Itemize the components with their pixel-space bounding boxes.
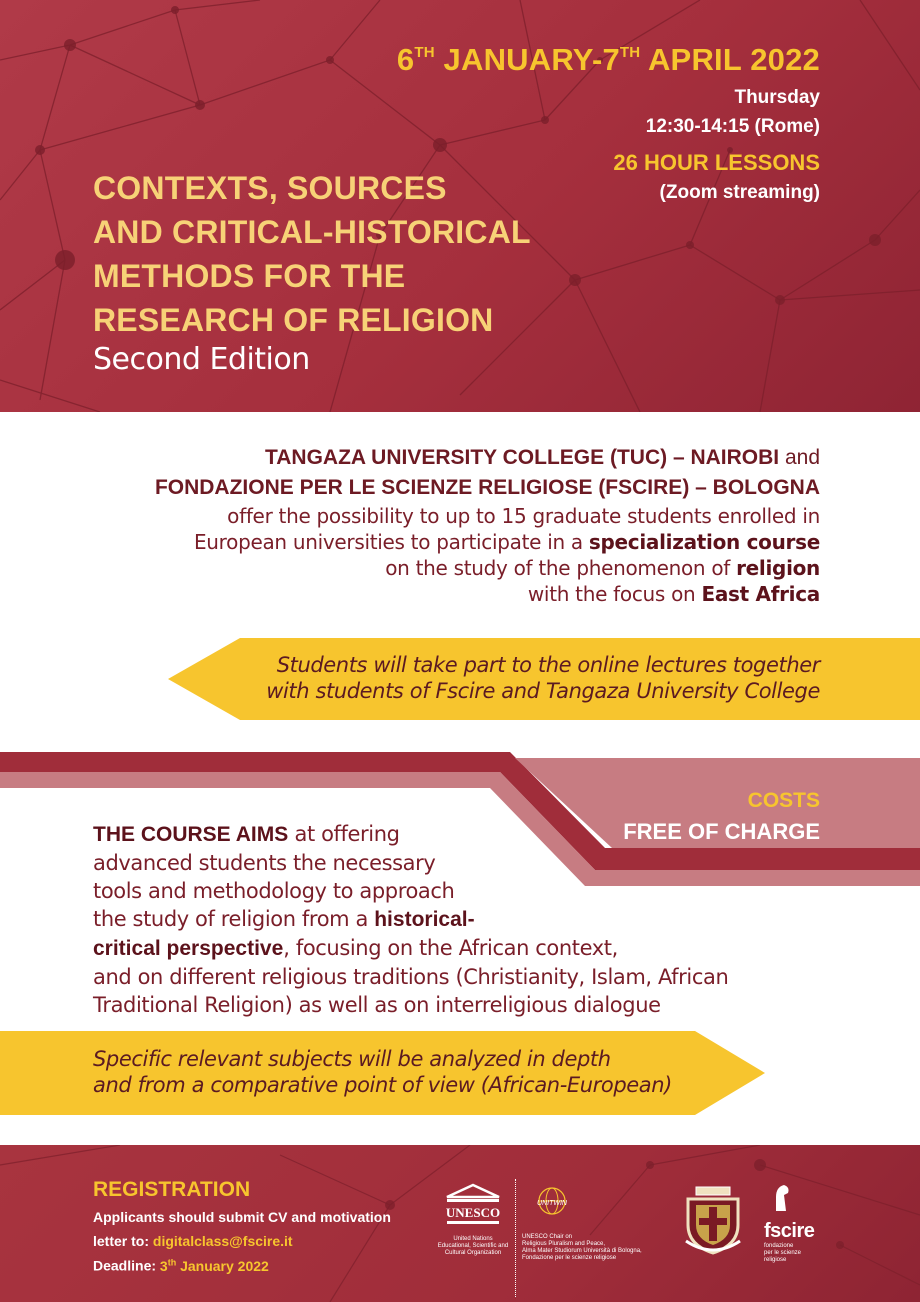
title-line: RESEARCH OF RELIGION	[93, 302, 494, 338]
title-line: AND CRITICAL-HISTORICAL	[93, 214, 531, 250]
costs-label: COSTS	[747, 789, 820, 812]
email-link[interactable]: digitalclass@fscire.it	[152, 1233, 293, 1249]
course-aims: THE COURSE AIMS at offering advanced students the necessary tools and methodology to approach the study of religion from a historical- critical perspective, focusing on the African context, and on different religious traditions (Christianity, Islam, African Traditional Religion) as well as on interreligious dialogue	[93, 822, 729, 1017]
unesco-caption: United Nations Educational, Scientific and Cultural Organization	[437, 1236, 509, 1256]
edition-subtitle: Second Edition	[93, 342, 310, 377]
course-title	[93, 166, 563, 342]
comparative-subjects-banner	[0, 1031, 920, 1115]
registration-footer	[0, 1145, 920, 1302]
title-line: METHODS FOR THE	[93, 258, 406, 294]
fscire-wordmark: fscire	[764, 1220, 815, 1242]
fscire-logo	[764, 1183, 834, 1264]
online-lectures-text: Students will take part to the online lectures together with students of Fscire and Tangaza University College	[266, 653, 820, 703]
tangaza-crest-icon	[682, 1185, 744, 1257]
fscire-caption: fondazione per le scienze religiose	[764, 1243, 802, 1263]
fscire-chess-icon	[764, 1183, 798, 1213]
unesco-logo	[423, 1183, 523, 1257]
costs-value: FREE OF CHARGE	[623, 819, 820, 844]
online-lectures-banner	[0, 638, 920, 720]
registration-title: REGISTRATION	[93, 1178, 251, 1201]
organizer-2: FONDAZIONE PER LE SCIENZE RELIGIOSE (FSCIRE) – BOLOGNA	[154, 476, 820, 499]
title-line: CONTEXTS, SOURCES	[93, 170, 447, 206]
unesco-temple-icon	[443, 1183, 503, 1227]
intro-text: offer the possibility to up to 15 graduate students enrolled in European universities to participate in a specialization course on the study of the phenomenon of religion with the focus on East Africa	[193, 504, 820, 606]
unitwin-caption: UNESCO Chair on Religious Pluralism and Peace, Alma Mater Studiorum Università di Bologna, Fondazione per le scienze religiose	[522, 1234, 642, 1261]
logo-divider	[515, 1179, 516, 1297]
registration-email-line: letter to: digitalclass@fscire.it	[93, 1233, 293, 1249]
lesson-hours: 26 HOUR LESSONS	[613, 150, 820, 175]
unitwin-globe-icon	[522, 1183, 582, 1223]
svg-text:UNESCO: UNESCO	[445, 1205, 501, 1220]
organizer-1: TANGAZA UNIVERSITY COLLEGE (TUC) – NAIROBI and	[265, 446, 820, 469]
unitwin-logo	[522, 1183, 667, 1262]
intro-section	[60, 443, 820, 607]
streaming-info: (Zoom streaming)	[659, 182, 820, 203]
course-dates: 6TH JANUARY-7TH APRIL 2022	[396, 42, 820, 77]
comparative-subjects-text: Specific relevant subjects will be analyzed in depth and from a comparative point of view (African-European)	[93, 1047, 672, 1097]
header-banner	[0, 0, 920, 412]
registration-instructions: Applicants should submit CV and motivation	[93, 1209, 391, 1225]
lesson-time: 12:30-14:15 (Rome)	[645, 116, 820, 137]
registration-deadline: Deadline: 3th January 2022	[93, 1257, 269, 1274]
svg-text:UNITWIN: UNITWIN	[537, 1200, 567, 1207]
lesson-day: Thursday	[734, 87, 820, 108]
